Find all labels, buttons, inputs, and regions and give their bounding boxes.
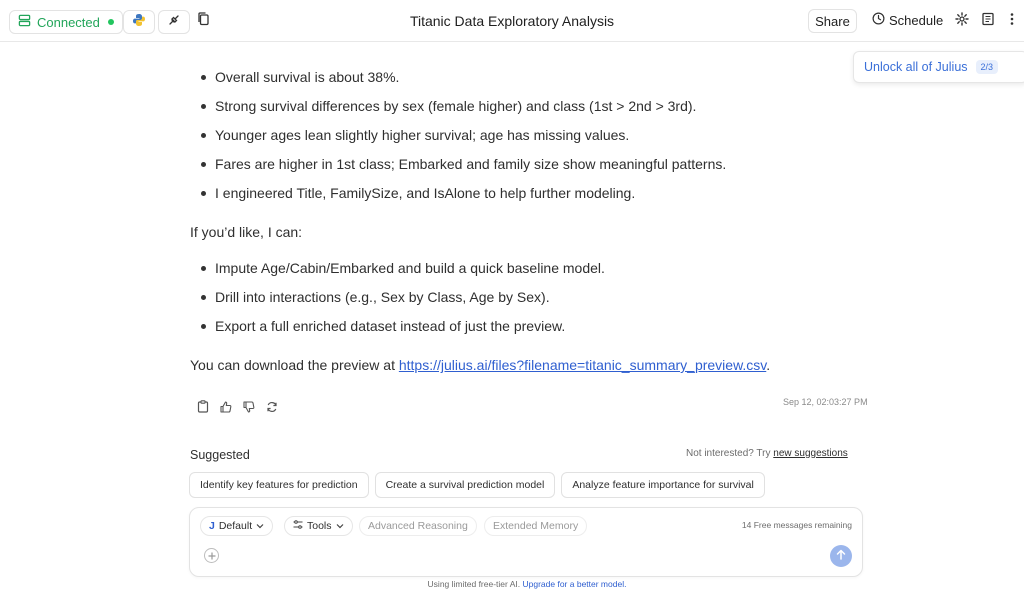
- schedule-label: Schedule: [889, 12, 944, 28]
- free-messages-remaining: [742, 520, 852, 530]
- advanced-reasoning-toggle[interactable]: Advanced Reasoning: [359, 516, 477, 536]
- page-title: Titanic Data Exploratory Analysis: [409, 13, 615, 29]
- download-paragraph: [190, 352, 870, 378]
- schedule-button[interactable]: [872, 12, 943, 28]
- chevron-down-icon: [256, 520, 264, 532]
- download-prefix: You can download the preview at: [190, 357, 399, 373]
- new-suggestions-link[interactable]: new suggestions: [773, 448, 848, 459]
- server-icon: [18, 14, 31, 30]
- thumbs-down-button[interactable]: [240, 400, 257, 417]
- options-intro: If you’d like, I can:: [190, 224, 303, 240]
- footer-text: Using limited free-tier AI.: [427, 579, 523, 589]
- assistant-message: [190, 64, 870, 378]
- remaining-text: Free messages remaining: [753, 520, 852, 530]
- tools-label: Tools: [307, 520, 332, 532]
- model-label: Default: [218, 520, 253, 532]
- copy-button[interactable]: [194, 12, 212, 30]
- upgrade-link[interactable]: Upgrade for a better model.: [522, 579, 627, 589]
- list-item: Impute Age/Cabin/Embarked and build a quick baseline model.: [190, 255, 870, 284]
- python-icon: [132, 13, 146, 32]
- list-item: Overall survival is about 38%.: [190, 64, 870, 93]
- top-bar: [0, 0, 1024, 42]
- not-interested-text: [686, 448, 848, 459]
- plug-icon: [167, 13, 181, 32]
- thumbs-up-icon: [220, 400, 232, 418]
- connection-status-button[interactable]: [9, 10, 123, 34]
- message-timestamp: Sep 12, 02:03:27 PM: [783, 397, 868, 407]
- clipboard-icon: [197, 400, 209, 418]
- copy-icon: [197, 12, 210, 31]
- extended-memory-toggle[interactable]: Extended Memory: [484, 516, 587, 536]
- list-item: Export a full enriched dataset instead of just the preview.: [190, 313, 870, 342]
- download-link[interactable]: https://julius.ai/files?filename=titanic_summary_preview.csv: [398, 357, 767, 373]
- message-composer[interactable]: [189, 507, 863, 577]
- regenerate-button[interactable]: [263, 400, 280, 417]
- suggested-heading: Suggested: [190, 448, 250, 462]
- list-item: Strong survival differences by sex (female higher) and class (1st > 2nd > 3rd).: [190, 93, 870, 122]
- options-list: [190, 255, 870, 342]
- suggestion-chip[interactable]: Create a survival prediction model: [375, 472, 556, 498]
- unlock-label: Unlock all of Julius: [864, 60, 968, 74]
- refresh-icon: [266, 400, 278, 418]
- send-button[interactable]: [830, 545, 852, 567]
- notebook-icon: [981, 12, 995, 31]
- summary-list: [190, 64, 870, 209]
- list-item: Fares are higher in 1st class; Embarked and family size show meaningful patterns.: [190, 151, 870, 180]
- plug-button[interactable]: [158, 10, 190, 34]
- list-item: Drill into interactions (e.g., Sex by Class, Age by Sex).: [190, 284, 870, 313]
- plus-icon: [208, 550, 216, 562]
- python-kernel-button[interactable]: [123, 10, 155, 34]
- unlock-card[interactable]: [853, 51, 1024, 83]
- share-button[interactable]: Share: [808, 9, 857, 33]
- suggestion-chips: [189, 472, 765, 498]
- copy-message-button[interactable]: [194, 400, 211, 417]
- connection-status-dot: [108, 19, 114, 25]
- sliders-icon: [293, 520, 303, 532]
- clock-icon: [872, 12, 885, 28]
- add-attachment-button[interactable]: [204, 548, 219, 563]
- thumbs-down-icon: [243, 400, 255, 418]
- suggestion-chip[interactable]: Identify key features for prediction: [189, 472, 369, 498]
- more-options-button[interactable]: [1003, 12, 1021, 30]
- chevron-down-icon: [336, 520, 344, 532]
- gear-icon: [955, 12, 969, 31]
- settings-button[interactable]: [953, 12, 971, 30]
- connection-label: Connected: [37, 14, 100, 30]
- remaining-count: 14: [741, 520, 752, 530]
- footer-note: [0, 579, 1024, 589]
- tools-selector[interactable]: [284, 516, 353, 536]
- model-selector[interactable]: [200, 516, 273, 536]
- model-icon: J: [209, 520, 215, 532]
- download-suffix: .: [766, 357, 771, 373]
- more-vertical-icon: [1010, 12, 1014, 31]
- unlock-badge: 2/3: [976, 60, 999, 74]
- not-interested-prefix: Not interested? Try: [686, 448, 774, 459]
- notebook-button[interactable]: [979, 12, 997, 30]
- thumbs-up-button[interactable]: [217, 400, 234, 417]
- message-actions: [194, 400, 280, 417]
- suggestion-chip[interactable]: Analyze feature importance for survival: [561, 472, 765, 498]
- list-item: I engineered Title, FamilySize, and IsAlone to help further modeling.: [190, 180, 870, 209]
- arrow-up-icon: [836, 547, 846, 565]
- list-item: Younger ages lean slightly higher survival; age has missing values.: [190, 122, 870, 151]
